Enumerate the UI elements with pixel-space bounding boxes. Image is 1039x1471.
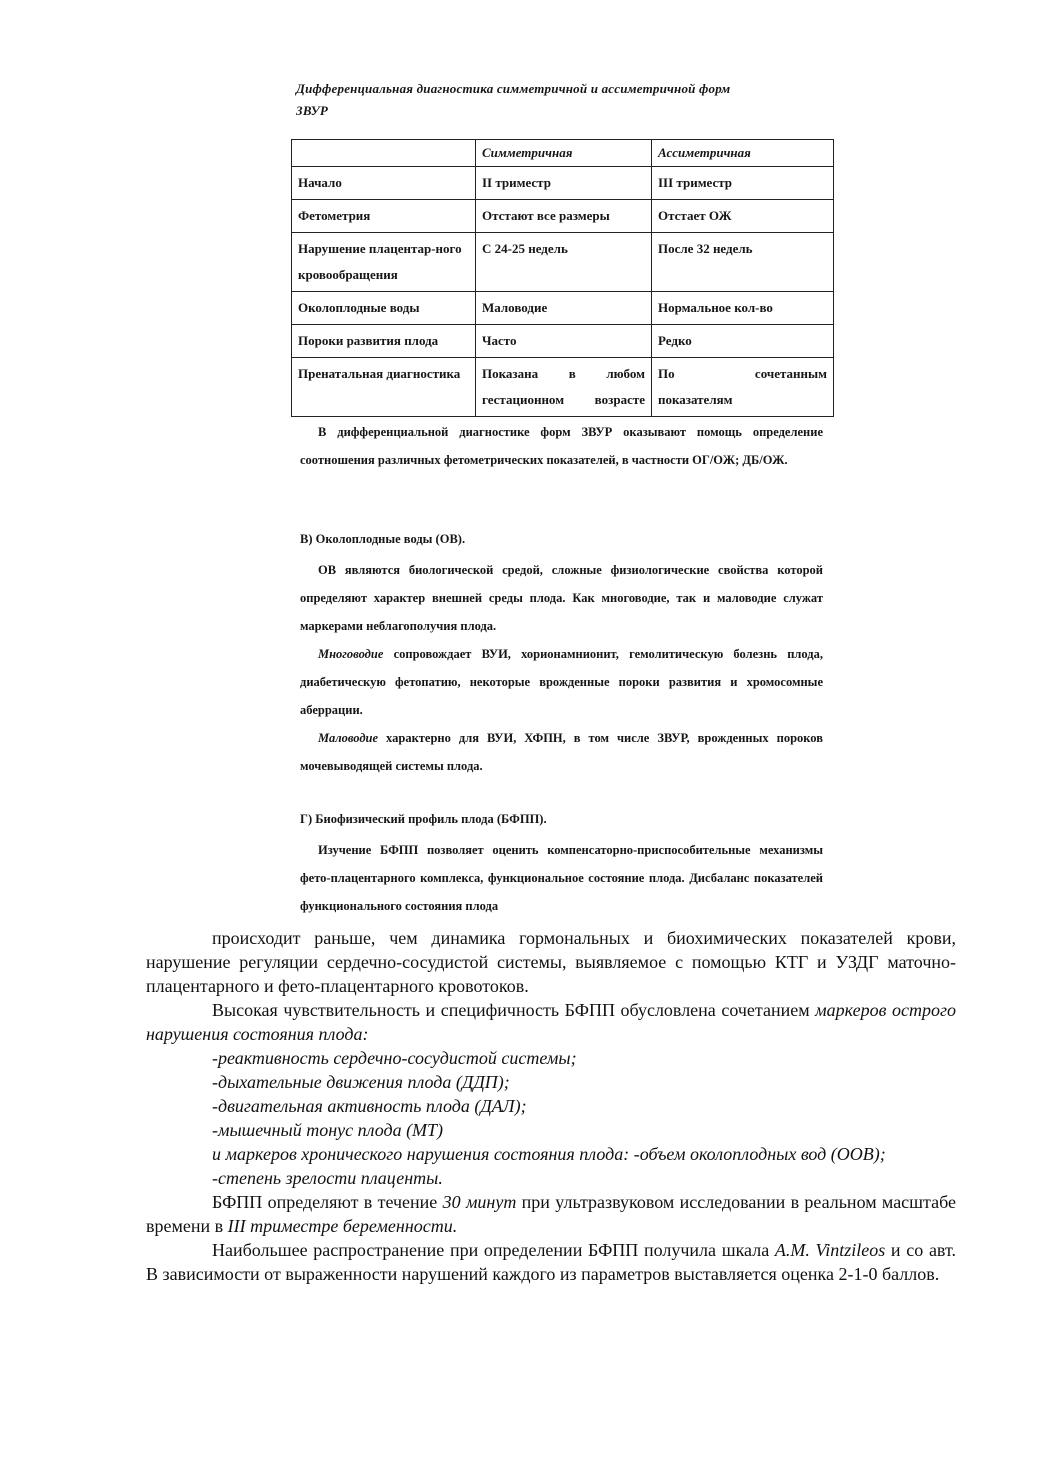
section-b-paragraph-2	[300, 640, 823, 724]
row-symmetric: С 24-25 недель	[476, 233, 652, 292]
table-title-line1: Дифференциальная диагностика симметричной и ассиметричной форм	[296, 81, 731, 96]
term-polyhydramnios: Многоводие	[318, 647, 384, 661]
list-item: -дыхательные движения плода (ДДП);	[212, 1072, 510, 1092]
table-row	[292, 200, 834, 233]
list-item: -реактивность сердечно-сосудистой системы;	[212, 1048, 577, 1068]
typed-trimester: III триместре беременности.	[227, 1216, 458, 1236]
section-g-paragraph-1-text: Изучение БФПП позволяет оценить компенсаторно-приспособительные механизмы фето-плацентарного комплекса, функциональное состояние плода. Дисбаланс показателей функционального состояния плода	[300, 843, 823, 913]
table-header-row	[292, 140, 834, 167]
typed-acute-markers: маркеров острого нарушения состояния плода:	[146, 1000, 956, 1044]
row-label: Начало	[292, 167, 476, 200]
scan-paragraph-zvur	[300, 418, 823, 474]
row-label: Околоплодные воды	[292, 292, 476, 325]
row-symmetric: Часто	[476, 325, 652, 358]
typed-paragraph-2	[146, 998, 956, 1046]
table-header-asymmetric: Ассиметричная	[652, 140, 834, 167]
row-symmetric: Отстают все размеры	[476, 200, 652, 233]
list-item: -двигательная активность плода (ДАЛ);	[212, 1096, 527, 1116]
row-label: Пренатальная диагностика	[292, 358, 476, 417]
typed-paragraph-3-text-a: БФПП определяют в течение	[212, 1192, 443, 1212]
row-symmetric: II триместр	[476, 167, 652, 200]
table-row	[292, 167, 834, 200]
table-row	[292, 292, 834, 325]
row-asymmetric: Редко	[652, 325, 834, 358]
section-b-paragraph-1-text: ОВ являются биологической средой, сложные физиологические свойства которой определяют характер внешней среды плода. Как многоводие, так и маловодие служат маркерами неблагополучия плода.	[300, 563, 823, 633]
typed-paragraph-4-text-c: и со авт. В зависимости от выраженности нарушений каждого из параметров выставляется оценка 2-1-0 баллов.	[146, 1240, 956, 1284]
row-asymmetric: Отстает ОЖ	[652, 200, 834, 233]
term-oligohydramnios: Маловодие	[318, 731, 379, 745]
row-asymmetric: Нормальное кол-во	[652, 292, 834, 325]
table-row	[292, 325, 834, 358]
row-symmetric: Показана в любом гестационном возрасте	[476, 358, 652, 417]
table-row	[292, 358, 834, 417]
scan-paragraph-zvur-text: В дифференциальной диагностике форм ЗВУР оказывают помощь определение соотношения различных фетометрических показателей, в частности ОГ/ОЖ; ДБ/ОЖ.	[300, 425, 823, 467]
section-g-paragraph-1	[300, 836, 823, 920]
table-header-symmetric: Симметричная	[476, 140, 652, 167]
section-b-paragraph-3	[300, 724, 823, 780]
typed-author: A.M. Vintzileos	[774, 1240, 886, 1260]
table-row	[292, 233, 834, 292]
typed-paragraph-1: происходит раньше, чем динамика гормональных и биохимических показателей крови, нарушение регуляции сердечно-сосудистой системы, выявляемое с помощью КТГ и УЗДГ маточно-плацентарного и фето-плацентарного кровотоков.	[146, 928, 956, 996]
table-title-line2: ЗВУР	[296, 103, 328, 118]
typed-paragraph-4-text-a: Наибольшее распространение при определении БФПП получила шкала	[212, 1240, 775, 1260]
list-item: -мышечный тонус плода (МТ)	[212, 1120, 444, 1140]
typed-paragraph-4	[146, 1238, 956, 1286]
differential-table	[291, 139, 834, 417]
row-label: Фетометрия	[292, 200, 476, 233]
section-b-paragraph-1	[300, 556, 823, 640]
typed-paragraph-2-text: Высокая чувствительность и специфичность БФПП обусловлена сочетанием	[212, 1000, 816, 1020]
row-asymmetric: После 32 недель	[652, 233, 834, 292]
typed-paragraph-3	[146, 1190, 956, 1238]
table-header-empty	[292, 140, 476, 167]
list-item: -степень зрелости плаценты.	[212, 1168, 443, 1188]
typed-paragraph-3-text-c: при ультразвуковом исследовании в реальном масштабе времени в	[146, 1192, 957, 1236]
table-title-block	[296, 78, 830, 122]
typed-duration: 30 минут	[442, 1192, 517, 1212]
section-b-paragraph-3-text: характерно для ВУИ, ХФПН, в том числе ЗВУР, врожденных пороков мочевыводящей системы плода.	[300, 731, 823, 773]
row-label: Пороки развития плода	[292, 325, 476, 358]
section-g-heading: Г) Биофизический профиль плода (БФПП).	[300, 812, 547, 826]
typed-chronic-markers: и маркеров хронического нарушения состояния плода: -объем околоплодных вод (ООВ);	[212, 1144, 886, 1164]
row-asymmetric: По сочетанным показателям	[652, 358, 834, 417]
row-symmetric: Маловодие	[476, 292, 652, 325]
section-b-paragraph-2-text: сопровождает ВУИ, хорионамнионит, гемолитическую болезнь плода, диабетическую фетопатию, некоторые врожденные пороки развития и хромосомные аберрации.	[300, 647, 823, 717]
row-asymmetric: III триместр	[652, 167, 834, 200]
typed-text-block	[146, 926, 956, 1286]
row-label: Нарушение плацентар-ного кровообращения	[292, 233, 476, 292]
section-b-heading: В) Околоплодные воды (ОВ).	[300, 532, 466, 546]
